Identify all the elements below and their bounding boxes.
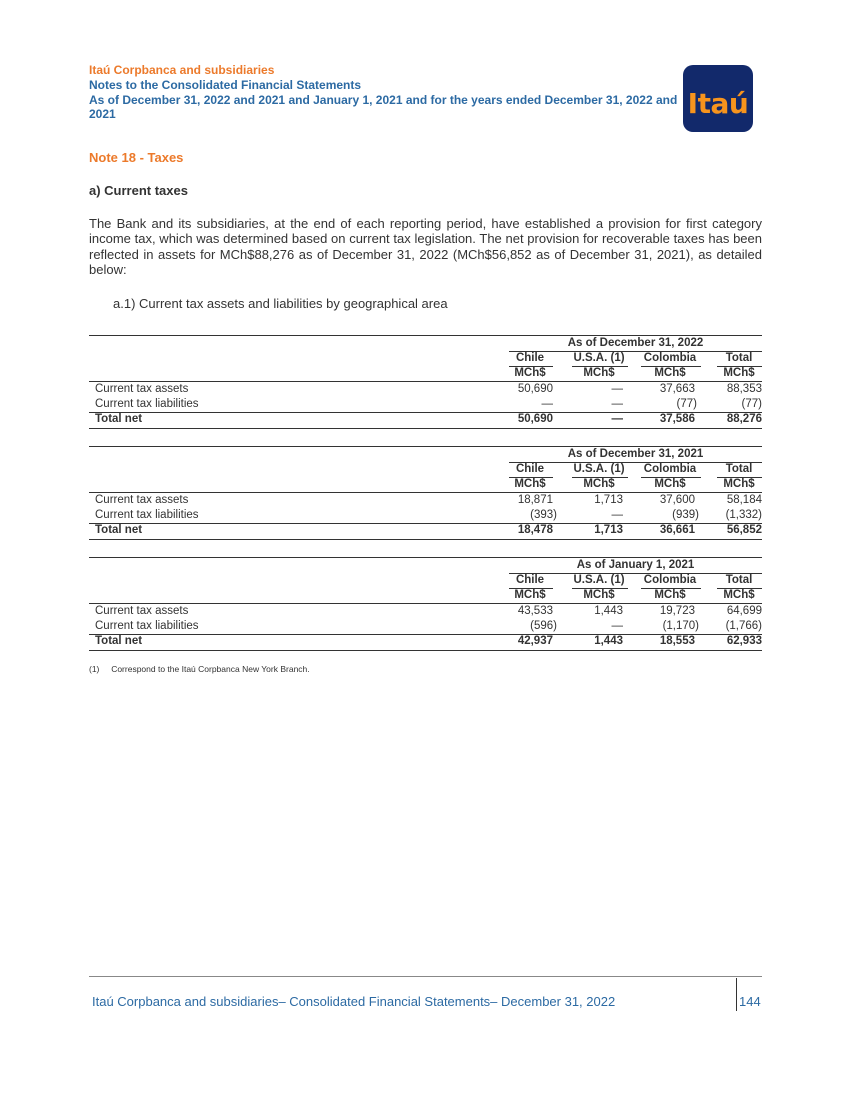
col-header-usa: U.S.A. (1)	[573, 463, 625, 475]
row-label-total: Total net	[95, 413, 143, 425]
row-label-total: Total net	[95, 524, 143, 536]
row-label: Current tax liabilities	[95, 398, 199, 410]
cell-value: —	[611, 383, 623, 395]
section-title: a) Current taxes	[89, 183, 188, 198]
cell-value: —	[611, 509, 623, 521]
footer-page-divider	[736, 978, 737, 1011]
col-header-total: Total	[725, 574, 753, 586]
row-label: Current tax assets	[95, 605, 189, 617]
tax-table-2021	[89, 446, 762, 541]
cell-value: 88,353	[726, 383, 762, 395]
note-title: Note 18 - Taxes	[89, 150, 184, 165]
cell-value: (77)	[741, 398, 762, 410]
unit-label: MCh$	[654, 589, 686, 601]
cell-value: (1,766)	[725, 620, 762, 632]
cell-value: 18,871	[517, 494, 553, 506]
row-label: Current tax assets	[95, 383, 189, 395]
cell-value: 50,690	[517, 383, 553, 395]
subsection-title: a.1) Current tax assets and liabilities by geographical area	[113, 296, 448, 311]
cell-value: —	[611, 398, 623, 410]
cell-value: 19,723	[659, 605, 695, 617]
table-period: As of December 31, 2022	[567, 337, 704, 349]
col-header-chile: Chile	[515, 574, 545, 586]
table-period: As of January 1, 2021	[576, 559, 695, 571]
col-header-total: Total	[725, 352, 753, 364]
header-doc-title: Notes to the Consolidated Financial Statements	[89, 78, 362, 92]
cell-value: 50,690	[517, 413, 553, 425]
cell-value: —	[541, 398, 553, 410]
table-footnote: (1) Correspond to the Itaú Corpbanca New York Branch.	[89, 664, 310, 674]
cell-value: 56,852	[726, 524, 762, 536]
footer-text: Itaú Corpbanca and subsidiaries– Consolidated Financial Statements– December 31, 2022	[92, 994, 616, 1009]
row-label: Current tax liabilities	[95, 509, 199, 521]
unit-label: MCh$	[723, 367, 755, 379]
cell-value: 1,443	[594, 605, 623, 617]
cell-value: 43,533	[517, 605, 553, 617]
col-header-usa: U.S.A. (1)	[573, 352, 625, 364]
page-number: 144	[739, 994, 761, 1009]
row-label: Current tax assets	[95, 494, 189, 506]
unit-label: MCh$	[583, 478, 615, 490]
cell-value: —	[611, 620, 623, 632]
cell-value: (1,170)	[662, 620, 699, 632]
unit-label: MCh$	[723, 478, 755, 490]
cell-value: 37,586	[659, 413, 695, 425]
row-label: Current tax liabilities	[95, 620, 199, 632]
table-period: As of December 31, 2021	[567, 448, 704, 460]
col-header-total: Total	[725, 463, 753, 475]
unit-label: MCh$	[514, 589, 546, 601]
col-header-usa: U.S.A. (1)	[573, 574, 625, 586]
cell-value: 62,933	[726, 635, 762, 647]
cell-value: 1,713	[594, 494, 623, 506]
unit-label: MCh$	[654, 478, 686, 490]
cell-value: —	[611, 413, 623, 425]
footer-divider	[89, 976, 762, 977]
cell-value: 1,443	[594, 635, 623, 647]
cell-value: (939)	[672, 509, 699, 521]
col-header-colombia: Colombia	[643, 463, 697, 475]
tax-table-jan-2021	[89, 557, 762, 652]
cell-value: 36,661	[659, 524, 695, 536]
cell-value: 88,276	[726, 413, 762, 425]
cell-value: (393)	[530, 509, 557, 521]
unit-label: MCh$	[514, 367, 546, 379]
unit-label: MCh$	[514, 478, 546, 490]
cell-value: 18,553	[659, 635, 695, 647]
cell-value: 18,478	[517, 524, 553, 536]
cell-value: 64,699	[726, 605, 762, 617]
cell-value: (596)	[530, 620, 557, 632]
tax-table-2022	[89, 335, 762, 430]
cell-value: (1,332)	[725, 509, 762, 521]
unit-label: MCh$	[723, 589, 755, 601]
logo-text: Itaú	[687, 87, 749, 120]
col-header-colombia: Colombia	[643, 352, 697, 364]
itau-logo	[683, 65, 753, 132]
cell-value: 58,184	[726, 494, 762, 506]
cell-value: 37,663	[659, 383, 695, 395]
header-period: As of December 31, 2022 and 2021 and January 1, 2021 and for the years ended December 31, 2022 and 2021	[89, 93, 678, 121]
intro-paragraph: The Bank and its subsidiaries, at the end of each reporting period, have established a provision for first category income tax, which was determined based on current tax legislation. The net provision for recoverable taxes has been reflected in assets for MCh$88,276 as of December 31, 2022 (MCh$56,852 as of December 31, 2021), as detailed below:	[89, 216, 762, 277]
cell-value: (77)	[676, 398, 697, 410]
row-label-total: Total net	[95, 635, 143, 647]
col-header-chile: Chile	[515, 463, 545, 475]
header-company: Itaú Corpbanca and subsidiaries	[89, 63, 275, 77]
unit-label: MCh$	[583, 589, 615, 601]
cell-value: 37,600	[659, 494, 695, 506]
unit-label: MCh$	[654, 367, 686, 379]
cell-value: 1,713	[594, 524, 623, 536]
cell-value: 42,937	[517, 635, 553, 647]
unit-label: MCh$	[583, 367, 615, 379]
col-header-colombia: Colombia	[643, 574, 697, 586]
col-header-chile: Chile	[515, 352, 545, 364]
